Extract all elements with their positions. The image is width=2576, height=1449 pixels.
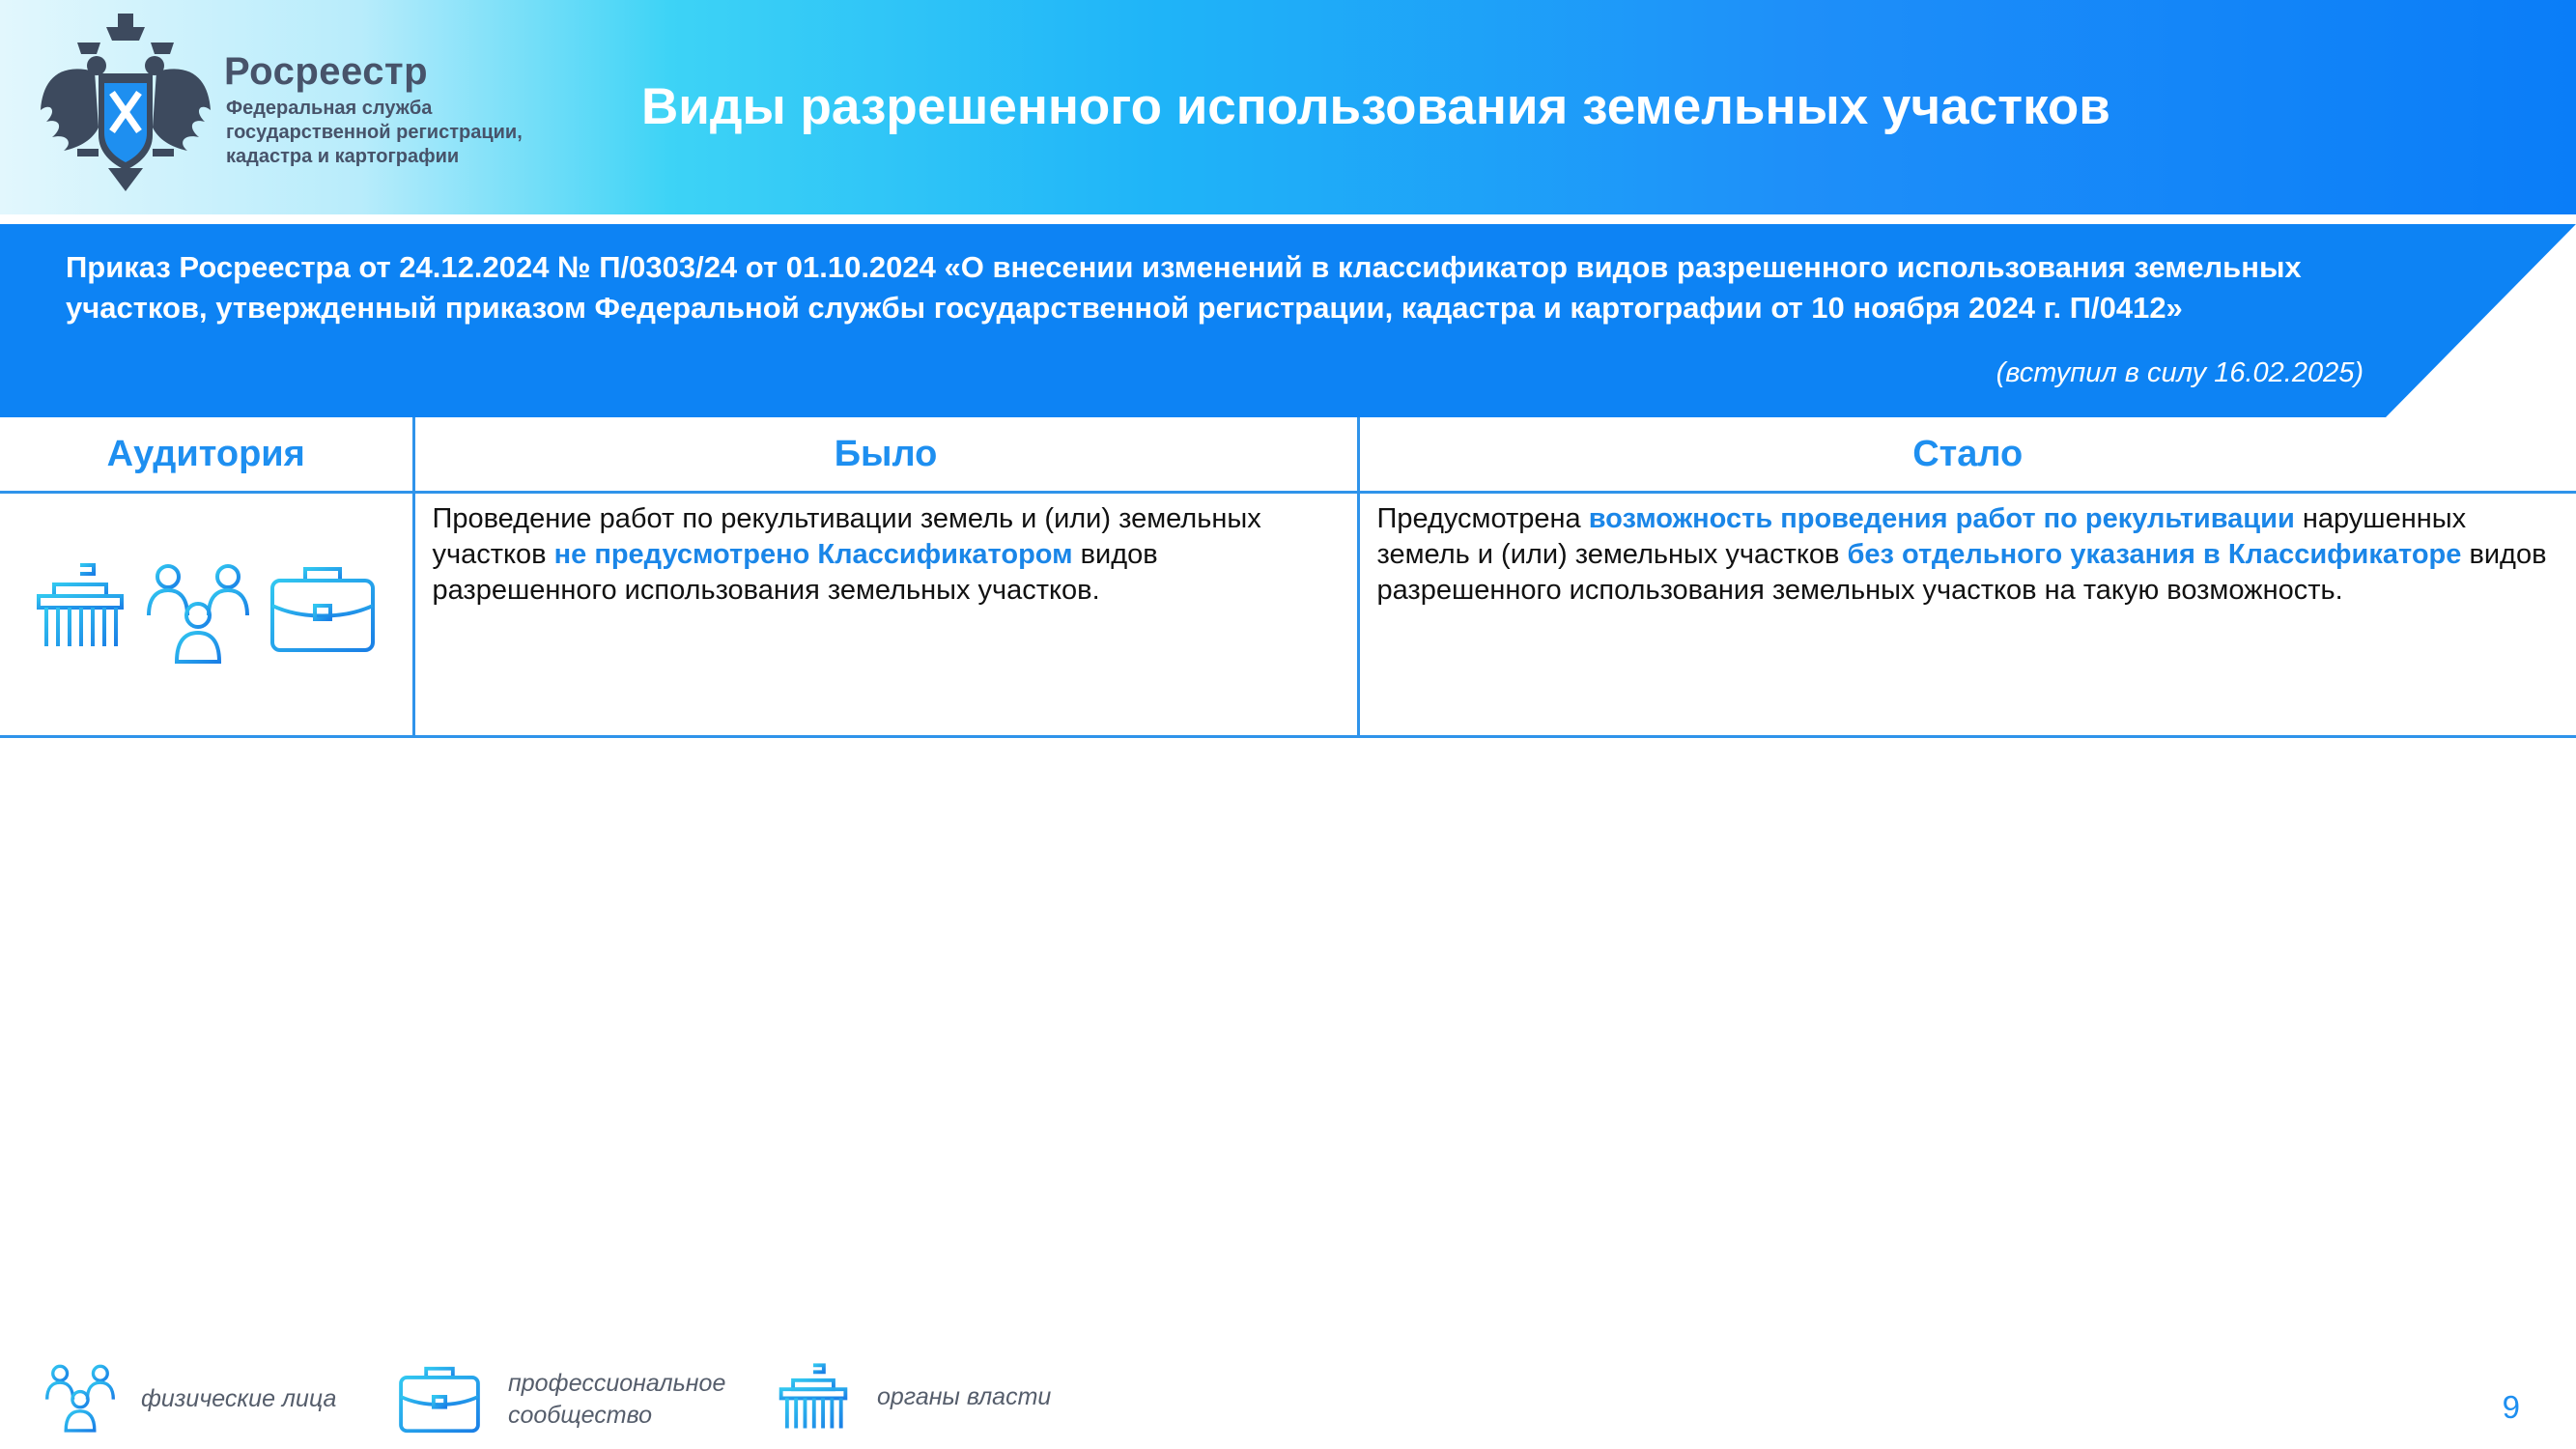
audience-cell (0, 493, 413, 737)
was-highlight: не предусмотрено Классификатором (553, 539, 1073, 570)
legend-professional-line: сообщество (508, 1402, 652, 1429)
became-highlight: возможность проведения работ по рекультивации (1588, 503, 2295, 534)
legend-professional-line: профессиональное (508, 1370, 726, 1397)
audience-icons (0, 494, 386, 706)
briefcase-icon (398, 1364, 481, 1435)
page-title: Виды разрешенного использования земельных участков (641, 78, 2110, 135)
people-group-icon (145, 561, 251, 668)
header-banner (0, 0, 2576, 214)
legend-professional-label (508, 1368, 725, 1432)
double-headed-eagle-emblem-icon (39, 14, 212, 193)
comparison-table (0, 417, 2576, 738)
column-header-audience: Аудитория (0, 417, 413, 493)
became-text: видов разрешенного использования земельных участков на такую возможность. (1376, 539, 2547, 606)
brand-subtitle-line: государственной регистрации, (226, 122, 523, 143)
government-building-icon (33, 561, 127, 658)
table-row (0, 493, 2576, 737)
became-text: нарушенных земель и (или) земельных участков (1376, 503, 2467, 570)
became-cell (1358, 493, 2576, 737)
legend-individuals-label: физические лица (141, 1385, 337, 1412)
became-highlight: без отдельного указания в Классификаторе (1847, 539, 2462, 570)
column-header-became: Стало (1358, 417, 2576, 493)
government-building-icon (777, 1362, 850, 1437)
table-header-row (0, 417, 2576, 493)
brand-subtitle (226, 97, 545, 169)
brand-subtitle-line: кадастра и картографии (226, 146, 460, 167)
legend-authorities-label: органы власти (877, 1383, 1052, 1410)
order-banner (0, 224, 2576, 417)
order-text-line: Приказ Росреестра от 24.12.2024 № П/0303/24 от 01.10.2024 «О внесении изменений в классификатор видов разрешенного использования земельных (66, 250, 2302, 284)
briefcase-icon (269, 563, 377, 656)
order-effective-date: (вступил в силу 16.02.2025) (1996, 357, 2364, 388)
was-cell (413, 493, 1358, 737)
column-header-was: Было (413, 417, 1358, 493)
became-text: Предусмотрена (1376, 503, 1589, 534)
brand-subtitle-line: Федеральная служба (226, 98, 433, 119)
was-text: Проведение работ по рекультивации земель и (или) земельных участков (432, 503, 1261, 570)
order-text-line: участков, утвержденный приказом Федеральной службы государственной регистрации, кадастра и картографии от 10 ноября 2024 г. П/0412» (66, 291, 2183, 325)
order-text (66, 247, 2500, 328)
was-text: видов разрешенного использования земельных участков. (432, 539, 1158, 606)
brand-name: Росреестр (224, 50, 429, 93)
people-group-icon (44, 1362, 116, 1435)
page-number: 9 (2502, 1389, 2520, 1425)
